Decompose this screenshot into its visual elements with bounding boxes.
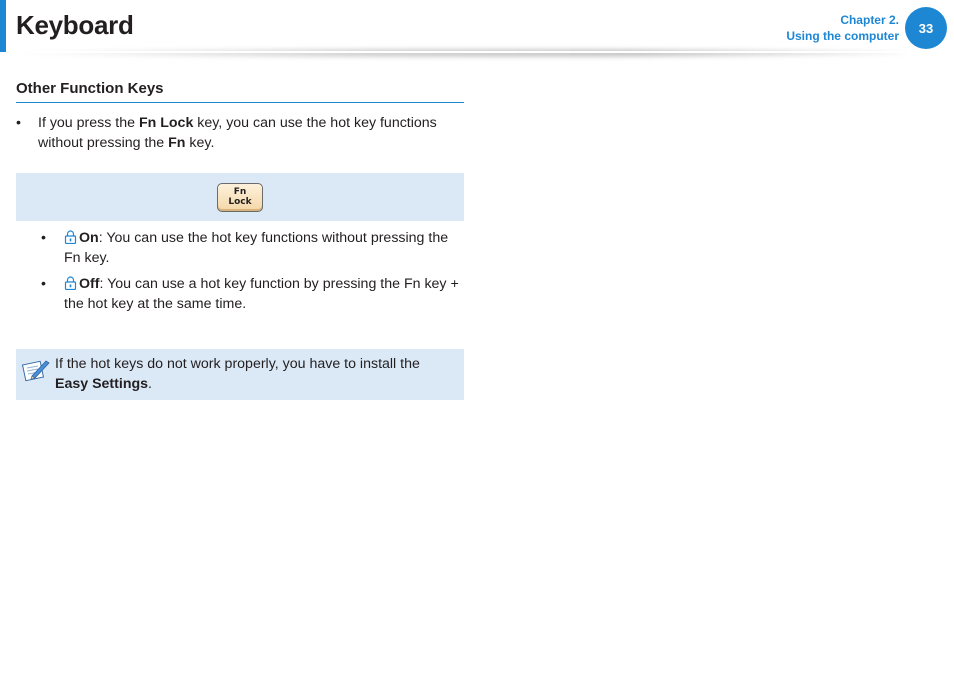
state-off-text: : You can use a hot key function by pressing the Fn key + the hot key at the same time. — [64, 276, 459, 312]
bullet-dot: • — [41, 276, 46, 292]
fn-lock-keycap — [217, 183, 263, 212]
fn-key-name: Fn — [168, 134, 186, 151]
note-box — [16, 349, 464, 400]
list-item — [16, 229, 464, 268]
state-on-label: On — [79, 230, 99, 246]
chapter-number: Chapter 2. — [840, 13, 899, 27]
lock-icon — [64, 276, 77, 290]
state-on-text: : You can use the hot key functions without pressing the Fn key. — [64, 230, 449, 266]
state-off-label: Off — [79, 276, 100, 292]
lock-icon — [64, 230, 77, 244]
bullet-dot: • — [41, 230, 46, 246]
fn-lock-state-list — [16, 229, 464, 321]
intro-bullet — [16, 114, 464, 153]
note-text: If the hot keys do not work properly, you have to install the Easy Settings. — [55, 356, 420, 392]
bullet-dot: • — [16, 115, 21, 131]
fn-lock-key-name: Fn Lock — [138, 115, 194, 131]
note-pencil-icon — [22, 357, 50, 383]
easy-settings-name: Easy Settings — [55, 375, 149, 392]
chapter-title: Using the computer — [786, 29, 899, 43]
chapter-label — [786, 12, 899, 44]
list-item — [16, 275, 464, 314]
header-accent-bar — [0, 0, 6, 52]
header-divider — [6, 51, 906, 53]
page-title: Keyboard — [16, 10, 134, 40]
key-illustration-panel — [16, 173, 464, 221]
keycap-label-top: Fn — [233, 187, 247, 197]
intro-text: If you press the Fn Lock key, you can use the hot key functions without pressing the Fn key. — [38, 115, 437, 151]
section-heading: Other Function Keys — [16, 78, 464, 103]
page-number-badge: 33 — [905, 7, 947, 49]
keycap-label-bottom: Lock — [228, 197, 252, 207]
